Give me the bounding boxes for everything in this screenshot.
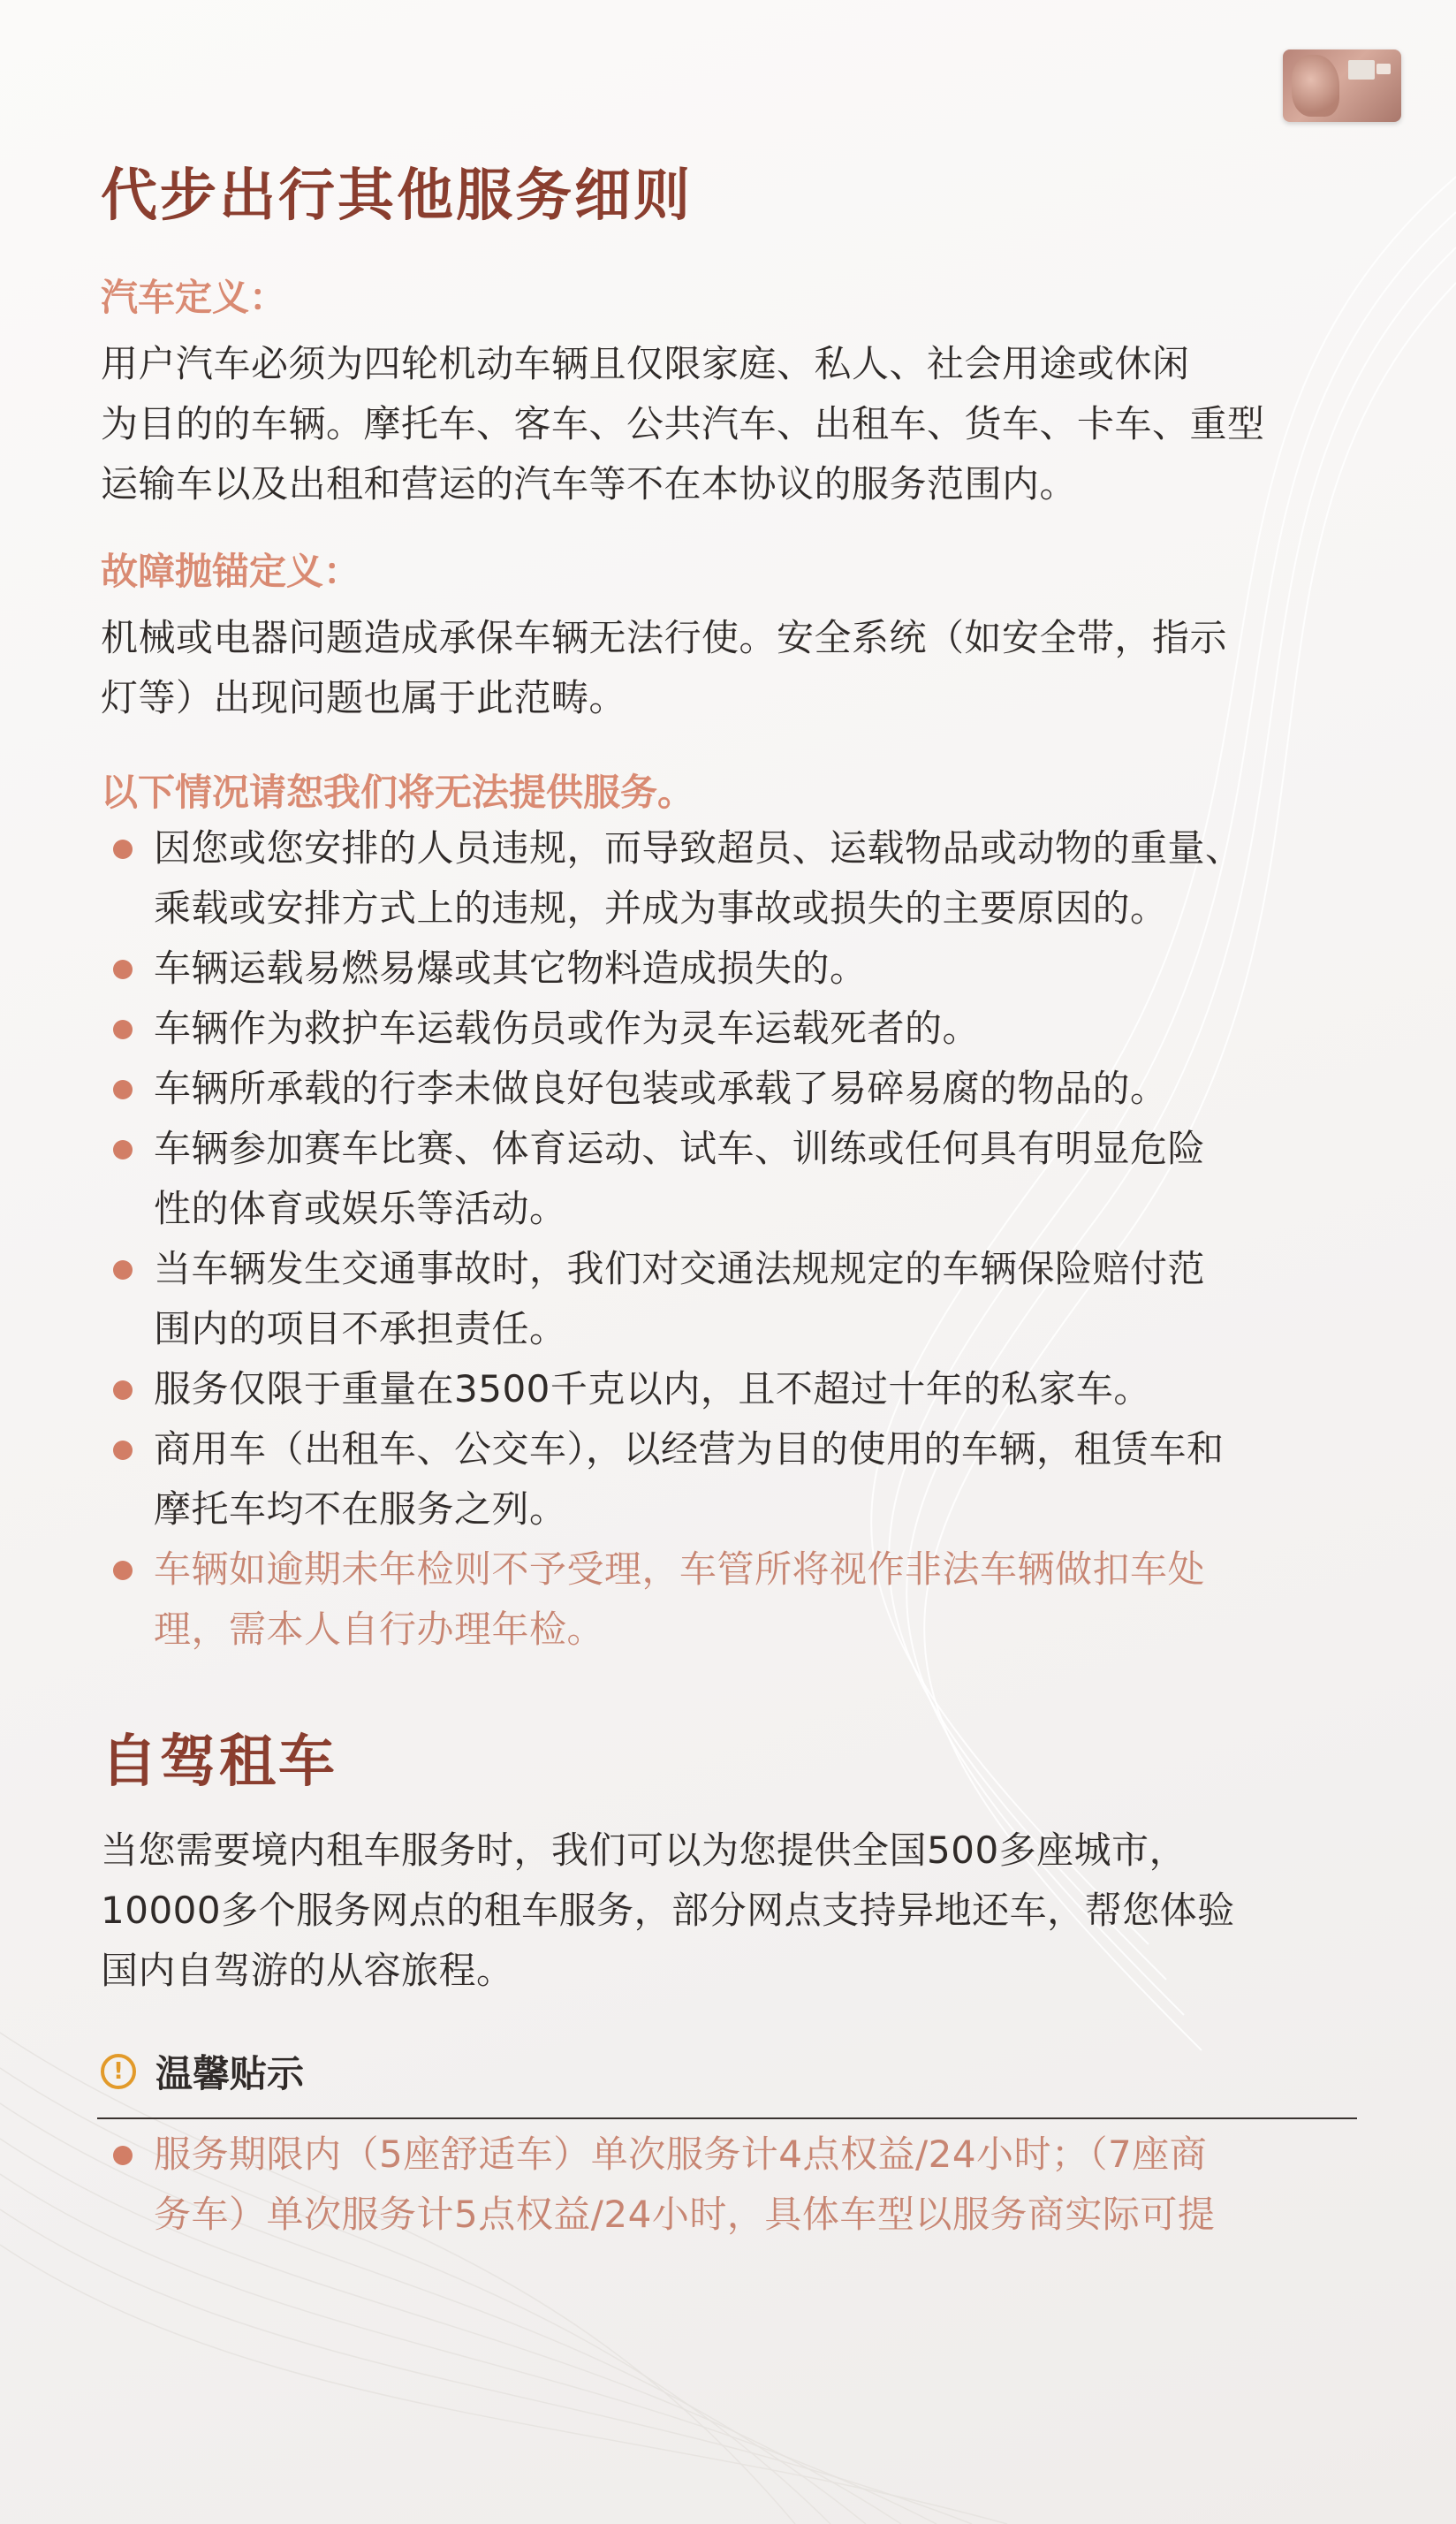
bullet-dot-icon [113,1020,133,1039]
bullet-dot-icon [113,840,133,859]
bullet-dot-icon [113,1561,133,1580]
breakdown-definition-line: 机械或电器问题造成承保车辆无法行使。安全系统（如安全带，指示 [101,616,1228,659]
bullet-dot-icon [113,1380,133,1400]
exclusion-item: 车辆运载易燃易爆或其它物料造成损失的。 [101,939,1364,999]
tip-list [101,2125,1364,2245]
exclusion-item-highlight: 车辆如逾期未年检则不予受理，车管所将视作非法车辆做扣车处 理，需本人自行办理年检。 [101,1539,1364,1660]
tip-header [101,2045,1364,2098]
car-definition-heading: 汽车定义： [101,276,287,319]
car-definition-line: 运输车以及出租和营运的汽车等不在本协议的服务范围内。 [101,462,1078,506]
self-drive-intro-line: 国内自驾游的从容旅程。 [101,1949,514,1992]
section-title-other-service-rules: 代步出行其他服务细则 [101,163,693,229]
tip-title: 温馨贴示 [155,2052,305,2095]
main-content [101,159,1364,2245]
bullet-dot-icon [113,1140,133,1159]
warning-icon: ! [101,2054,136,2089]
credit-card-thumbnail [1283,49,1401,122]
bullet-dot-icon [113,2146,133,2165]
exclusion-item: 车辆作为救护车运载伤员或作为灵车运载死者的。 [101,999,1364,1059]
bullet-dot-icon [113,1441,133,1460]
breakdown-definition-line: 灯等）出现问题也属于此范畴。 [101,676,627,719]
car-definition-line: 用户汽车必须为四轮机动车辆且仅限家庭、私人、社会用途或休闲 [101,342,1190,385]
self-drive-intro-line: 10000多个服务网点的租车服务，部分网点支持异地还车，帮您体验 [101,1889,1235,1932]
exclusion-item: 当车辆发生交通事故时，我们对交通法规规定的车辆保险赔付范 围内的项目不承担责任。 [101,1239,1364,1359]
self-drive-intro [101,1821,1364,2001]
breakdown-definition-text [101,608,1364,728]
card-brand-logo [1348,60,1375,80]
card-portrait-graphic [1292,55,1339,117]
bullet-dot-icon [113,960,133,979]
exclusions-list [101,818,1364,1660]
tip-item: 服务期限内（5座舒适车）单次服务计4点权益/24小时；（7座商 务车）单次服务计5点权益/24小时，具体车型以服务商实际可提 [101,2125,1364,2245]
exclusion-item: 车辆参加赛车比赛、体育运动、试车、训练或任何具有明显危险 性的体育或娱乐等活动。 [101,1119,1364,1239]
section-title-self-drive-rental: 自驾租车 [101,1730,337,1795]
card-chip [1376,64,1391,74]
bullet-dot-icon [113,1080,133,1099]
self-drive-intro-line: 当您需要境内租车服务时，我们可以为您提供全国500多座城市， [101,1828,1187,1872]
exclusions-heading: 以下情况请恕我们将无法提供服务。 [101,771,695,814]
car-definition-line: 为目的的车辆。摩托车、客车、公共汽车、出租车、货车、卡车、重型 [101,402,1265,445]
exclusion-item: 服务仅限于重量在3500千克以内，且不超过十年的私家车。 [101,1359,1364,1419]
bullet-dot-icon [113,1260,133,1280]
exclusion-item: 因您或您安排的人员违规，而导致超员、运载物品或动物的重量、 乘载或安排方式上的违规，并成为事故或损失的主要原因的。 [101,818,1364,939]
exclusion-item: 车辆所承载的行李未做良好包装或承载了易碎易腐的物品的。 [101,1059,1364,1119]
exclusion-item: 商用车（出租车、公交车），以经营为目的使用的车辆，租赁车和 摩托车均不在服务之列。 [101,1419,1364,1539]
car-definition-text [101,334,1364,514]
tip-divider [97,2117,1357,2119]
breakdown-definition-heading: 故障抛锚定义： [101,550,361,593]
